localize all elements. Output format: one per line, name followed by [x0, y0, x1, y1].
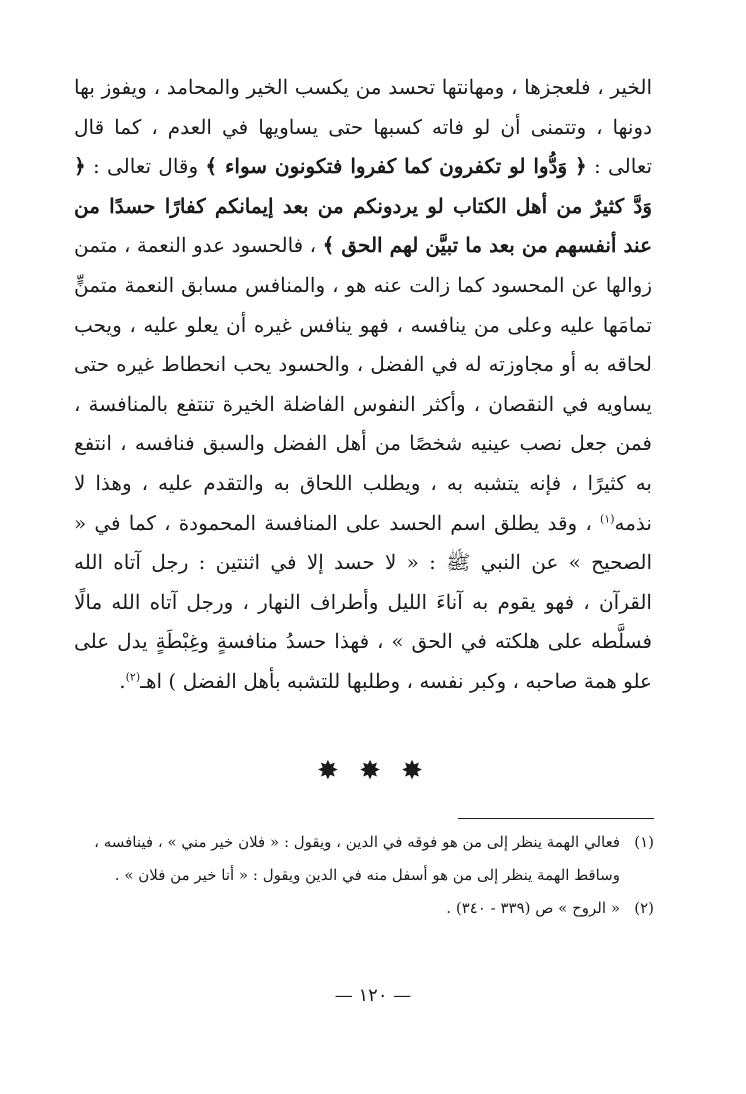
page-number: — ١٢٠ — — [334, 985, 412, 1006]
footnote-1 — [74, 826, 654, 892]
section-separator-stars: ✸ ✸ ✸ — [317, 756, 429, 786]
text-segment-1: الخير ، فلعجزها ، ومهانتها تحسد من يكسب الخير والمحامد ، ويفوز بها دونها ، وتتمنى أن لو فاته كسبها حتى يساويها في العدم ، كما قال تعالى : — [74, 75, 653, 179]
text-segment-4: ، وقد يطلق اسم الحسد على المنافسة المحمودة ، كما في « الصحيح » عن النبي ﷺ : « لا حسد إلا في اثنتين : رجل آتاه الله القرآن ، فهو يقوم به آناءَ الليل وأطراف النهار ، ورجل آتاه الله مالًا فسلَّطه على هلكته في الحق » ، فهذا حسدُ منافسةٍ وغِبْطَةٍ يدل على علو همة صاحبه ، وكبر نفسه ، وطلبها للتشبه بأهل الفضل ) اهـ — [74, 510, 652, 693]
footnote-divider — [458, 818, 654, 819]
footnote-text: « الروح » ص (٣٣٩ - ٣٤٠) . — [446, 899, 620, 917]
quran-verse-2: ﴿ وَدَّ كثيرٌ من أهل الكتاب لو يردونكم من بعد إيمانكم كفارًا حسدًا من عند أنفسهم من بعد ما تبيَّن لهم الحق ﴾ — [74, 154, 652, 258]
text-segment-3: ، فالحسود عدو النعمة ، متمن زوالها عن المحسود كما زالت عنه هو ، والمنافس مسابق النعمة متمنٍّ تمامَها عليه وعلى من ينافسه ، فهو ينافس غيره أن يعلو عليه ، ويحب لحاقه به أو مجاوزته له في الفضل ، والحسود يحب انحطاط غيره حتى يساويه في النقصان ، وأكثر النفوس الفاضلة الخيرة تنتفع بالمنافسة ، فمن جعل نصب عينيه شخصًا من أهل الفضل والسبق فنافسه ، انتفع به كثيرًا ، فإنه يتشبه به ، ويطلب اللحاق به والتقدم عليه ، وهذا لا نذمه — [74, 233, 652, 535]
main-paragraph — [74, 68, 652, 702]
footnote-ref-2[interactable]: (٢) — [125, 670, 141, 684]
text-segment-2: وقال تعالى : — [92, 154, 199, 179]
footnote-number: (٢) — [634, 899, 654, 917]
footnote-2 — [74, 892, 654, 925]
footnote-text: فعالي الهمة ينظر إلى من هو فوقه في الدين ، ويقول : « فلان خير مني » ، فينافسه ، وساقط الهمة ينظر إلى من هو أسفل منه في الدين ويقول : « أنا خير من فلان » . — [94, 833, 620, 884]
main-text-block — [74, 68, 652, 702]
footnote-ref-1[interactable]: (١) — [599, 511, 615, 525]
quran-verse-1: ﴿ وَدُّوا لو تكفرون كما كفروا فتكونون سواء ﴾ — [205, 154, 587, 179]
text-end: . — [119, 668, 126, 693]
footnotes — [74, 826, 654, 925]
footnote-number: (١) — [634, 833, 654, 851]
